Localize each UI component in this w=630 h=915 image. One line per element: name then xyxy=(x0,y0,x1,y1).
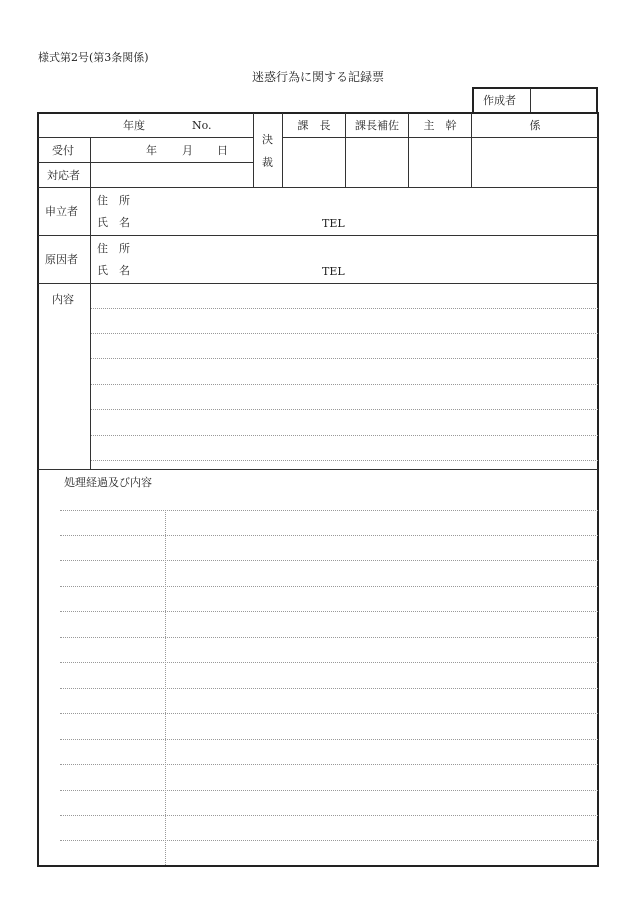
decision-char1: 決 xyxy=(262,133,273,146)
staff-label: 係 xyxy=(529,119,541,132)
content-label: 内容 xyxy=(52,293,74,306)
cause-tel-label: TEL xyxy=(322,265,345,278)
section-chief-label: 課 長 xyxy=(297,119,331,132)
applicant-address-label: 住 所 xyxy=(97,194,130,207)
author-field[interactable] xyxy=(532,89,596,111)
applicant-label: 申立者 xyxy=(45,205,78,218)
applicant-name-label: 氏 名 xyxy=(97,216,130,229)
supervisor-stamp[interactable] xyxy=(410,139,470,186)
reception-year: 年 xyxy=(146,144,157,157)
deputy-chief-stamp[interactable] xyxy=(347,139,407,186)
applicant-tel-label: TEL xyxy=(322,217,345,230)
handler-field[interactable] xyxy=(92,164,252,186)
cause-name-label: 氏 名 xyxy=(97,264,130,277)
section-chief-stamp[interactable] xyxy=(284,139,344,186)
staff-stamp[interactable] xyxy=(473,139,597,186)
decision-char2: 裁 xyxy=(262,156,273,169)
form-number: 様式第2号(第3条関係) xyxy=(38,51,149,64)
no-field[interactable] xyxy=(215,116,251,135)
cause-name-field[interactable] xyxy=(140,261,315,280)
applicant-address-field[interactable] xyxy=(140,191,595,210)
cause-address-field[interactable] xyxy=(140,239,595,258)
reception-date-field[interactable] xyxy=(92,139,252,161)
cause-label: 原因者 xyxy=(45,253,78,266)
handler-label: 対応者 xyxy=(47,169,80,182)
process-label: 処理経過及び内容 xyxy=(64,476,152,489)
reception-day: 日 xyxy=(217,144,228,157)
cause-tel-field[interactable] xyxy=(350,261,595,280)
applicant-tel-field[interactable] xyxy=(350,213,595,232)
author-label: 作成者 xyxy=(483,94,516,107)
reception-label: 受付 xyxy=(52,144,74,157)
content-field[interactable] xyxy=(92,286,596,468)
applicant-name-field[interactable] xyxy=(140,213,315,232)
form-title: 迷惑行為に関する記録票 xyxy=(252,70,385,84)
no-label: No. xyxy=(192,119,212,132)
deputy-chief-label: 課長補佐 xyxy=(355,119,399,132)
reception-month: 月 xyxy=(182,144,193,157)
year-label: 年度 xyxy=(123,119,145,132)
supervisor-label: 主 幹 xyxy=(423,119,457,132)
cause-address-label: 住 所 xyxy=(97,242,130,255)
process-field[interactable] xyxy=(60,495,596,863)
